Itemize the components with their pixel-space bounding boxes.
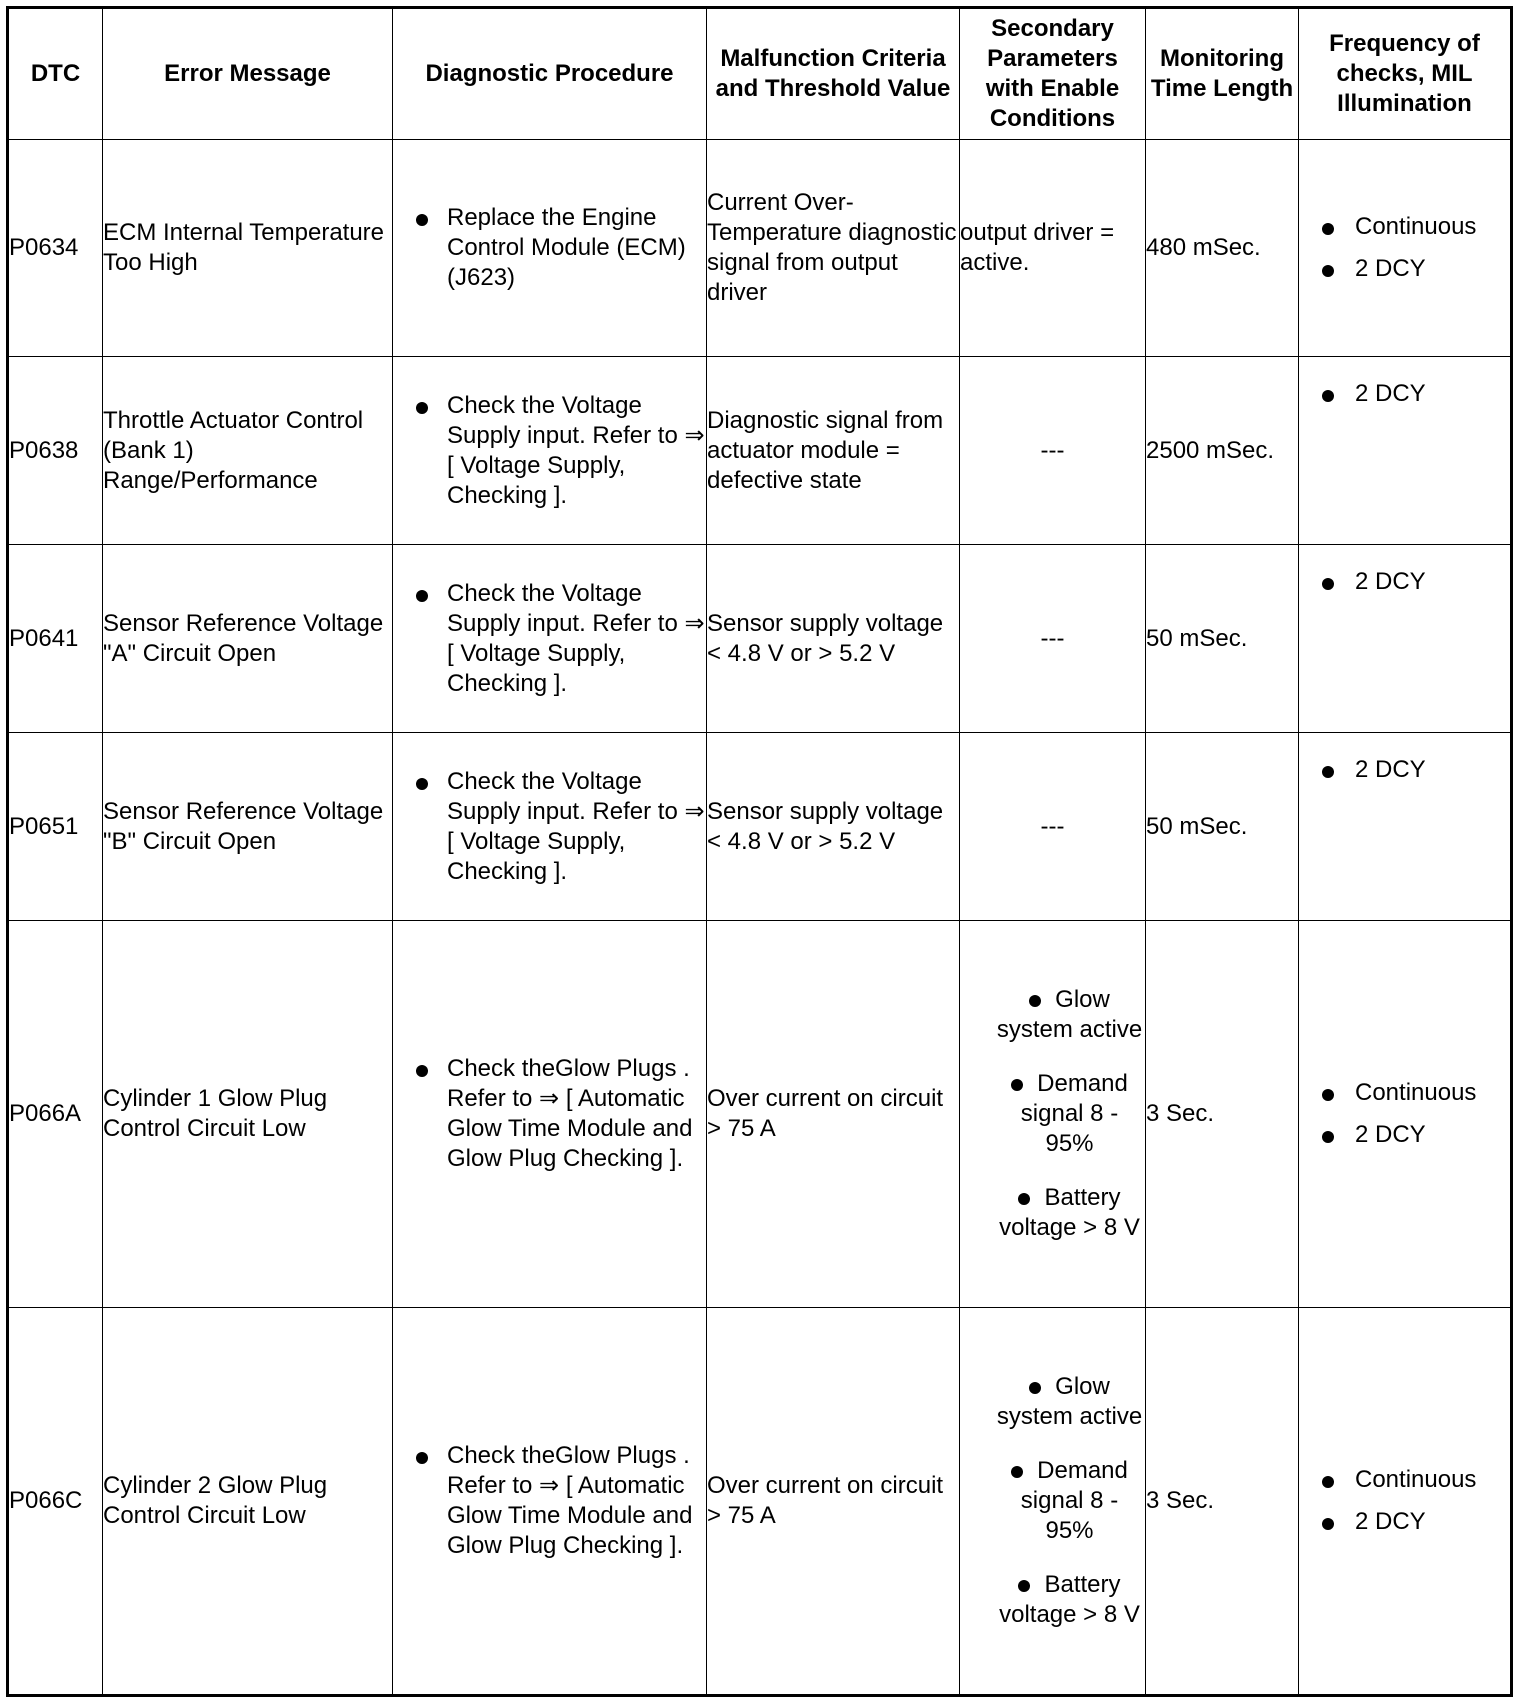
bullet-icon	[416, 214, 428, 226]
procedure-step: Check the Voltage Supply input. Refer to ⇒ [ Voltage Supply, Checking ].	[393, 579, 706, 699]
frequency-item: 2 DCY	[1299, 1120, 1510, 1150]
frequency	[1299, 140, 1512, 357]
bullet-icon	[1322, 1131, 1334, 1143]
secondary-parameters	[960, 1308, 1146, 1696]
monitoring-time: 50 mSec.	[1146, 545, 1299, 733]
table-row	[8, 357, 1512, 545]
bullet-icon	[1029, 1382, 1041, 1394]
secondary-item: Battery voltage > 8 V	[999, 1571, 1140, 1628]
frequency	[1299, 357, 1512, 545]
frequency	[1299, 733, 1512, 921]
malfunction-criteria: Diagnostic signal from actuator module = defective state	[707, 357, 960, 545]
bullet-icon	[1011, 1079, 1023, 1091]
diagnostic-procedure	[393, 921, 707, 1308]
bullet-icon	[1322, 1089, 1334, 1101]
error-message: Cylinder 1 Glow Plug Control Circuit Low	[103, 921, 393, 1308]
procedure-step: Check theGlow Plugs . Refer to ⇒ [ Automatic Glow Time Module and Glow Plug Checking ].	[393, 1054, 706, 1174]
diagnostic-procedure	[393, 357, 707, 545]
error-message: Throttle Actuator Control (Bank 1) Range/Performance	[103, 357, 393, 545]
bullet-icon	[1322, 223, 1334, 235]
frequency-item: Continuous	[1299, 1465, 1510, 1495]
table-row	[8, 545, 1512, 733]
error-message: Sensor Reference Voltage "A" Circuit Open	[103, 545, 393, 733]
frequency-item: 2 DCY	[1299, 1507, 1510, 1537]
bullet-icon	[1322, 390, 1334, 402]
bullet-icon	[1322, 578, 1334, 590]
dtc-code: P066C	[8, 1308, 103, 1696]
procedure-step: Check theGlow Plugs . Refer to ⇒ [ Automatic Glow Time Module and Glow Plug Checking ].	[393, 1441, 706, 1561]
monitoring-time: 50 mSec.	[1146, 733, 1299, 921]
table-row	[8, 921, 1512, 1308]
error-message: ECM Internal Temperature Too High	[103, 140, 393, 357]
procedure-step: Check the Voltage Supply input. Refer to ⇒ [ Voltage Supply, Checking ].	[393, 391, 706, 511]
header-row	[8, 8, 1512, 140]
frequency-item: 2 DCY	[1299, 379, 1510, 409]
header-dtc: DTC	[8, 8, 103, 140]
bullet-icon	[416, 778, 428, 790]
secondary-parameters: ---	[960, 733, 1146, 921]
error-message: Sensor Reference Voltage "B" Circuit Open	[103, 733, 393, 921]
header-monitoring-time: Monitoring Time Length	[1146, 8, 1299, 140]
frequency-item: Continuous	[1299, 212, 1510, 242]
bullet-icon	[416, 1452, 428, 1464]
monitoring-time: 480 mSec.	[1146, 140, 1299, 357]
malfunction-criteria: Sensor supply voltage < 4.8 V or > 5.2 V	[707, 545, 960, 733]
table-row	[8, 733, 1512, 921]
secondary-parameters	[960, 921, 1146, 1308]
secondary-parameters: output driver = active.	[960, 140, 1146, 357]
secondary-item: Glow system active	[996, 986, 1143, 1043]
error-message: Cylinder 2 Glow Plug Control Circuit Low	[103, 1308, 393, 1696]
monitoring-time: 3 Sec.	[1146, 921, 1299, 1308]
dtc-code: P0638	[8, 357, 103, 545]
dtc-code: P0641	[8, 545, 103, 733]
frequency-item: Continuous	[1299, 1078, 1510, 1108]
header-malfunction-criteria: Malfunction Criteria and Threshold Value	[707, 8, 960, 140]
header-error-message: Error Message	[103, 8, 393, 140]
bullet-icon	[1018, 1193, 1030, 1205]
frequency	[1299, 1308, 1512, 1696]
secondary-parameters: ---	[960, 357, 1146, 545]
diagnostic-procedure	[393, 140, 707, 357]
secondary-item: Demand signal 8 - 95%	[996, 1456, 1143, 1546]
bullet-icon	[1322, 265, 1334, 277]
malfunction-criteria: Sensor supply voltage < 4.8 V or > 5.2 V	[707, 733, 960, 921]
header-diagnostic-procedure: Diagnostic Procedure	[393, 8, 707, 140]
frequency-item: 2 DCY	[1299, 254, 1510, 284]
malfunction-criteria: Over current on circuit > 75 A	[707, 1308, 960, 1696]
table-row	[8, 140, 1512, 357]
bullet-icon	[1011, 1466, 1023, 1478]
malfunction-criteria: Over current on circuit > 75 A	[707, 921, 960, 1308]
frequency	[1299, 545, 1512, 733]
bullet-icon	[416, 402, 428, 414]
diagnostic-procedure	[393, 545, 707, 733]
bullet-icon	[416, 1065, 428, 1077]
secondary-parameters: ---	[960, 545, 1146, 733]
header-secondary-parameters: Secondary Parameters with Enable Conditions	[960, 8, 1146, 140]
diagnostic-procedure	[393, 733, 707, 921]
dtc-code: P0634	[8, 140, 103, 357]
secondary-item: Demand signal 8 - 95%	[996, 1069, 1143, 1159]
bullet-icon	[1322, 1476, 1334, 1488]
procedure-step: Check the Voltage Supply input. Refer to ⇒ [ Voltage Supply, Checking ].	[393, 767, 706, 887]
header-frequency: Frequency of checks, MIL Illumination	[1299, 8, 1512, 140]
dtc-code: P066A	[8, 921, 103, 1308]
procedure-step: Replace the Engine Control Module (ECM) (J623)	[393, 203, 706, 293]
bullet-icon	[1322, 766, 1334, 778]
diagnostic-procedure	[393, 1308, 707, 1696]
monitoring-time: 3 Sec.	[1146, 1308, 1299, 1696]
secondary-item: Battery voltage > 8 V	[999, 1184, 1140, 1241]
dtc-code: P0651	[8, 733, 103, 921]
bullet-icon	[416, 590, 428, 602]
bullet-icon	[1029, 995, 1041, 1007]
bullet-icon	[1322, 1518, 1334, 1530]
bullet-icon	[1018, 1580, 1030, 1592]
dtc-table	[6, 6, 1513, 1697]
frequency-item: 2 DCY	[1299, 755, 1510, 785]
frequency-item: 2 DCY	[1299, 567, 1510, 597]
monitoring-time: 2500 mSec.	[1146, 357, 1299, 545]
table-row	[8, 1308, 1512, 1696]
frequency	[1299, 921, 1512, 1308]
malfunction-criteria: Current Over-Temperature diagnostic signal from output driver	[707, 140, 960, 357]
secondary-item: Glow system active	[996, 1373, 1143, 1430]
